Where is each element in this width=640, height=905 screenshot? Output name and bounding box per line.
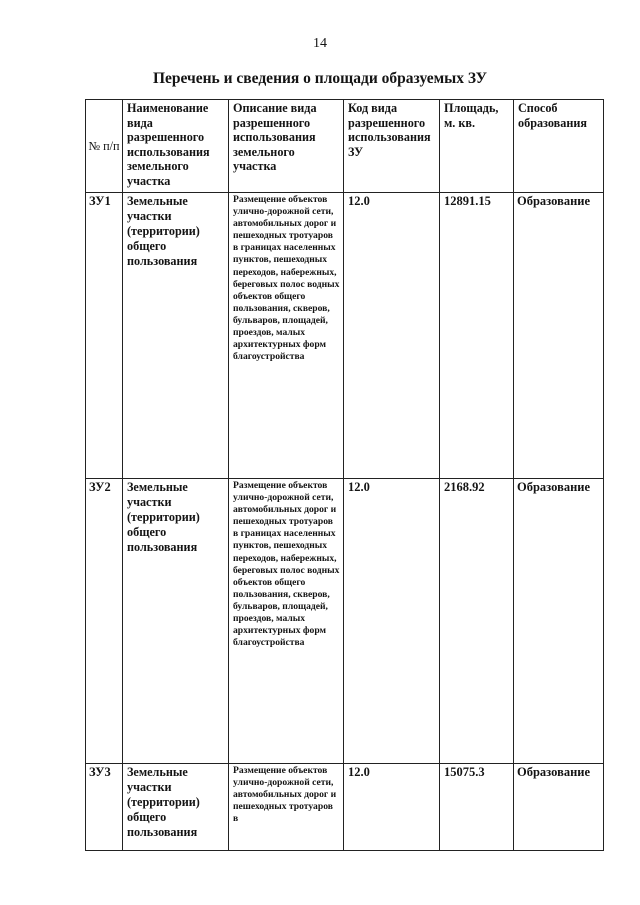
- row-name: Земельные участки (территории) общего пользования: [123, 764, 229, 851]
- row-code: 12.0: [344, 479, 440, 764]
- row-area: 2168.92: [440, 479, 514, 764]
- row-area: 12891.15: [440, 193, 514, 479]
- row-description: Размещение объектов улично-дорожной сети, автомобильных дорог и пешеходных тротуаров в границах населенных пунктов, пешеходных переходов, набережных, береговых полос водных объектов общего пользования, скверов, бульваров, площадей, проездов, малых архитектурных форм благоустройства: [229, 479, 344, 764]
- row-method: Образование: [514, 479, 604, 764]
- row-id: ЗУ3: [86, 764, 123, 851]
- table-row: [86, 764, 604, 851]
- row-id: ЗУ2: [86, 479, 123, 764]
- row-id: ЗУ1: [86, 193, 123, 479]
- page-title: Перечень и сведения о площади образуемых ЗУ: [152, 70, 488, 87]
- header-method: Способ образования: [514, 100, 604, 193]
- row-area: 15075.3: [440, 764, 514, 851]
- row-description: Размещение объектов улично-дорожной сети, автомобильных дорог и пешеходных тротуаров в: [229, 764, 344, 851]
- row-method: Образование: [514, 764, 604, 851]
- land-plots-table: [85, 99, 604, 851]
- table-row: [86, 193, 604, 479]
- row-method: Образование: [514, 193, 604, 479]
- header-area: Площадь, м. кв.: [440, 100, 514, 193]
- row-code: 12.0: [344, 764, 440, 851]
- table-row: [86, 479, 604, 764]
- header-name: Наименование вида разрешенного использования земельного участка: [123, 100, 229, 193]
- row-description: Размещение объектов улично-дорожной сети, автомобильных дорог и пешеходных тротуаров в границах населенных пунктов, пешеходных переходов, набережных, береговых полос водных объектов общего пользования, скверов, бульваров, площадей, проездов, малых архитектурных форм благоустройства: [229, 193, 344, 479]
- header-num: № п/п: [86, 100, 123, 193]
- row-name: Земельные участки (территории) общего пользования: [123, 193, 229, 479]
- page-number: 14: [313, 36, 327, 51]
- header-code: Код вида разрешенного использования ЗУ: [344, 100, 440, 193]
- row-name: Земельные участки (территории) общего пользования: [123, 479, 229, 764]
- header-description: Описание вида разрешенного использования земельного участка: [229, 100, 344, 193]
- table-header-row: [86, 100, 604, 193]
- row-code: 12.0: [344, 193, 440, 479]
